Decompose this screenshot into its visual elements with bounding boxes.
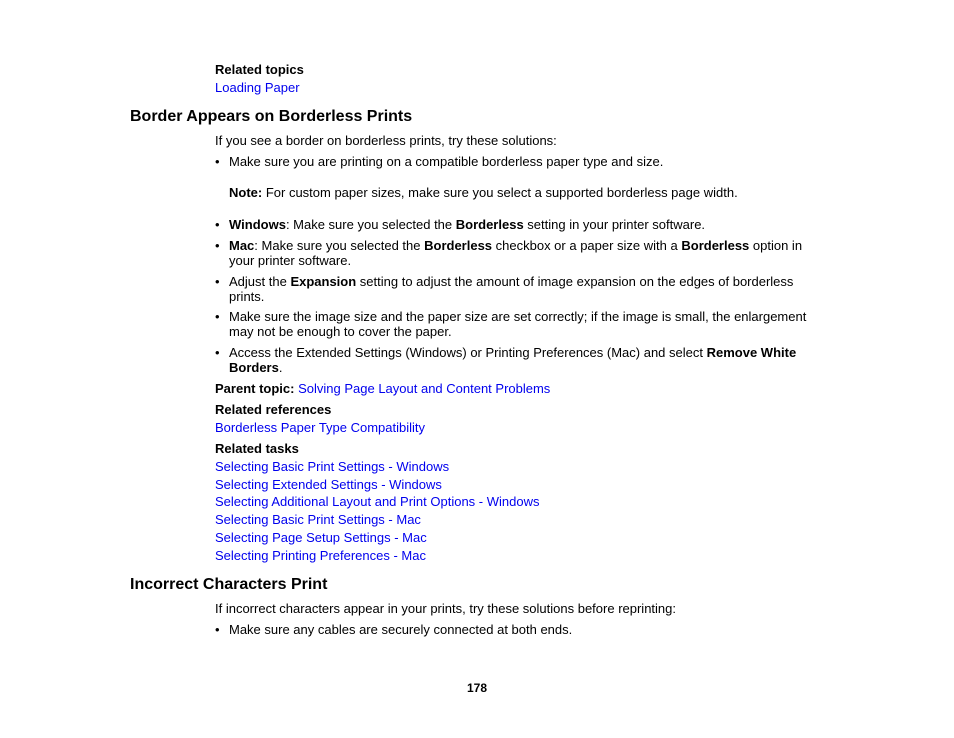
link-related-task[interactable]: Selecting Page Setup Settings - Mac: [215, 530, 427, 545]
page-number: 178: [466, 681, 488, 695]
note-label: Note:: [229, 185, 263, 200]
text-run: : Make sure you selected the: [254, 238, 425, 253]
text-run: checkbox or a paper size with a: [492, 238, 682, 253]
related-topics-label: Related topics: [215, 62, 304, 77]
parent-topic-label: Parent topic:: [215, 381, 295, 396]
link-parent-topic[interactable]: Solving Page Layout and Content Problems: [298, 381, 551, 396]
link-related-task[interactable]: Selecting Basic Print Settings - Mac: [215, 512, 421, 527]
bullet-mac: [229, 238, 819, 268]
related-tasks-label: Related tasks: [215, 441, 299, 456]
section-heading-border: Border Appears on Borderless Prints: [130, 108, 413, 125]
parent-topic: [215, 381, 550, 396]
bullet-marker: •: [215, 309, 220, 324]
bullet-remove-white-borders: [229, 345, 819, 375]
bullet-marker: •: [215, 622, 220, 637]
section-heading-incorrect-characters: Incorrect Characters Print: [130, 576, 328, 593]
incorrect-intro: If incorrect characters appear in your prints, try these solutions before reprinting:: [215, 601, 676, 616]
link-borderless-compatibility[interactable]: Borderless Paper Type Compatibility: [215, 420, 426, 435]
bold-borderless: Borderless: [455, 217, 524, 232]
bullet-marker: •: [215, 154, 220, 169]
bold-borderless: Borderless: [424, 238, 493, 253]
link-related-task[interactable]: Selecting Printing Preferences - Mac: [215, 548, 426, 563]
link-loading-paper[interactable]: Loading Paper: [215, 80, 300, 95]
bullet-windows: [229, 217, 819, 232]
text-run: option in your printer software.: [229, 238, 803, 268]
bullet-compatible-paper: Make sure you are printing on a compatible borderless paper type and size.: [229, 154, 664, 169]
text-run: setting in your printer software.: [523, 217, 706, 232]
link-related-task[interactable]: Selecting Additional Layout and Print Options - Windows: [215, 494, 540, 509]
bullet-expansion: [229, 274, 819, 304]
bold-windows: Windows: [229, 217, 286, 232]
note-text: For custom paper sizes, make sure you select a supported borderless page width.: [262, 185, 738, 200]
text-run: Access the Extended Settings (Windows) or Printing Preferences (Mac) and select: [229, 345, 707, 360]
bullet-cables: Make sure any cables are securely connected at both ends.: [229, 622, 573, 637]
bold-mac: Mac: [229, 238, 255, 253]
bold-borderless: Borderless: [681, 238, 750, 253]
text-run: setting to adjust the amount of image expansion on the edges of borderless prints.: [229, 274, 794, 304]
related-references-label: Related references: [215, 402, 332, 417]
link-related-task[interactable]: Selecting Basic Print Settings - Windows: [215, 459, 450, 474]
text-run: Adjust the: [229, 274, 291, 289]
bullet-marker: •: [215, 274, 220, 289]
bullet-marker: •: [215, 217, 220, 232]
link-related-task[interactable]: Selecting Extended Settings - Windows: [215, 477, 442, 492]
bullet-marker: •: [215, 345, 220, 360]
note: [229, 185, 819, 200]
bullet-image-size: Make sure the image size and the paper size are set correctly; if the image is small, the enlargement may not be enough to cover the paper.: [229, 309, 807, 339]
text-run: : Make sure you selected the: [285, 217, 456, 232]
bullet-marker: •: [215, 238, 220, 253]
text-run: .: [278, 360, 283, 375]
bold-expansion: Expansion: [290, 274, 357, 289]
border-intro: If you see a border on borderless prints, try these solutions:: [215, 133, 557, 148]
bold-remove-white-borders: Remove White Borders: [229, 345, 797, 375]
